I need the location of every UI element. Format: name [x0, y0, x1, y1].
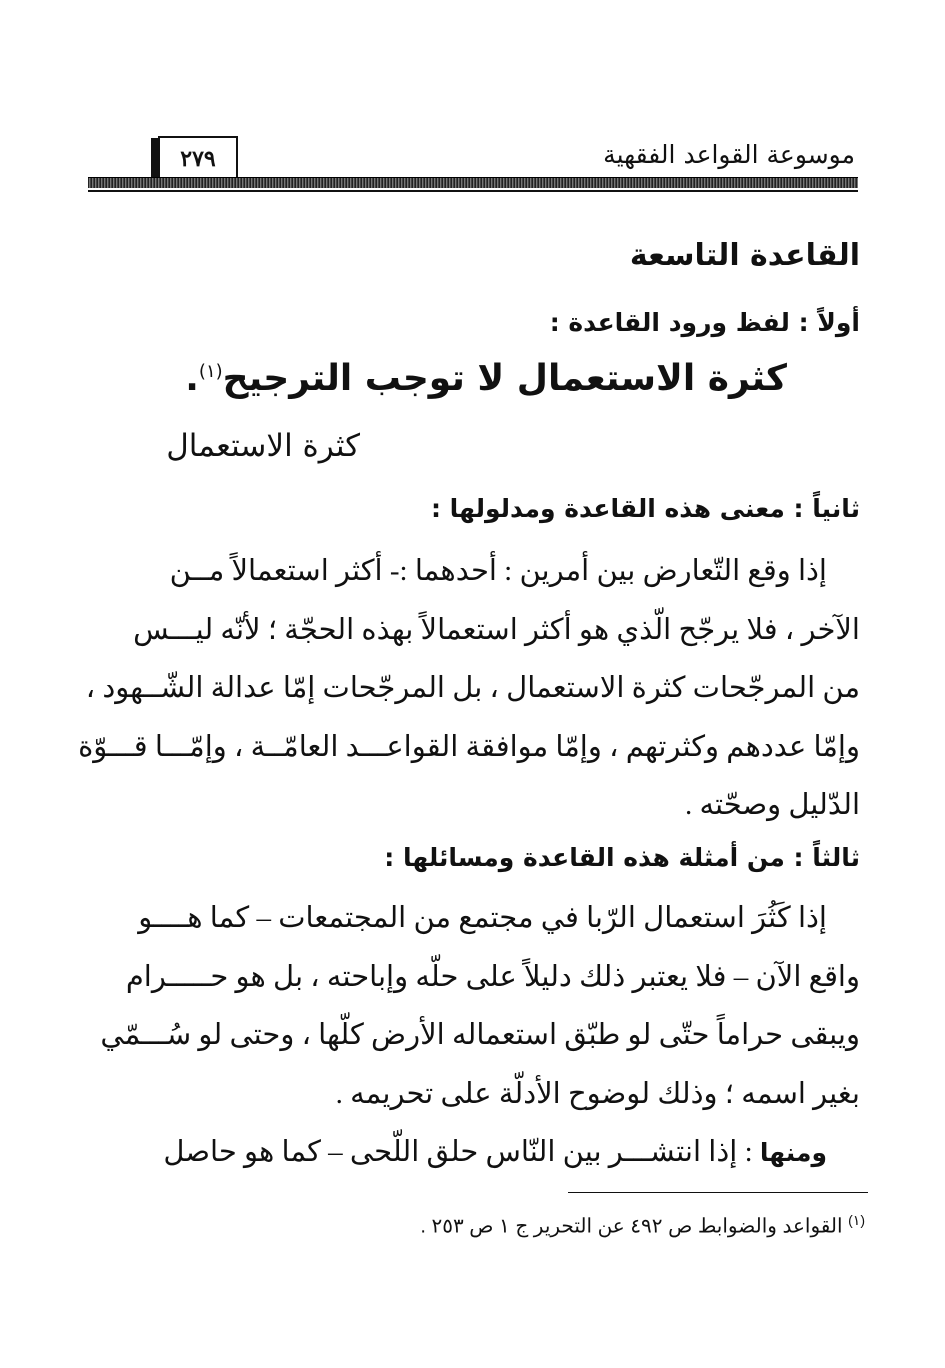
book-title: موسوعة القواعد الفقهية [603, 140, 855, 169]
body-line: وإمّا عددهم وكثرتهم ، وإمّا موافقة القواعـــد العامّــة ، وإمّـــا قـــوّة [78, 731, 860, 763]
section2-heading: ثانياً : معنى هذه القاعدة ومدلولها : [430, 494, 860, 523]
section3-heading: ثالثاً : من أمثلة هذه القاعدة ومسائلها : [384, 843, 860, 872]
footnote-text: القواعد والضوابط ص ٤٩٢ عن التحرير ج ١ ص ٢٥٣ . [420, 1215, 849, 1238]
last-line-lead: ومنها [759, 1138, 827, 1167]
body-line: إذا كَثُرَ استعمال الرّبا في مجتمع من المجتمعات – كما هــــو [138, 902, 827, 934]
body-line: من المرجّحات كثرة الاستعمال ، بل المرجّحات إمّا عدالة الشّــهود ، [85, 672, 860, 704]
header-rule [88, 177, 858, 188]
rule-statement-end: . [185, 358, 199, 399]
rule-title: القاعدة التاسعة [629, 238, 860, 273]
body-line: ويبقى حراماً حتّى لو طبّق استعماله الأرض كلّها ، وحتى لو سُـــمّي [100, 1019, 860, 1051]
footnote [420, 1212, 865, 1239]
body-line: واقع الآن – فلا يعتبر ذلك دليلاً على حلّه وإباحته ، بل هو حـــــرام [125, 961, 860, 993]
body-line: الدّليل وصحّته . [684, 789, 860, 821]
header-rule-thin [88, 190, 858, 192]
body-line: إذا وقع التّعارض بين أمرين : أحدهما :- أكثر استعمالاً مــن [169, 555, 827, 587]
rule-statement-note: (١) [198, 361, 223, 382]
footnote-marker: (١) [848, 1212, 865, 1228]
rule-statement-text: كثرة الاستعمال لا توجب الترجيح [222, 358, 787, 399]
rule-statement [185, 358, 787, 399]
footnote-rule [568, 1192, 868, 1193]
body-line: الآخر ، فلا يرجّح الّذي هو أكثر استعمالاً بهذه الحجّة ؛ لأنّه ليـــس [133, 614, 860, 646]
body-line [163, 1134, 827, 1169]
last-line-rest: : إذا انتشـــر بين النّاس حلق اللّحى – كما هو حاصل [163, 1136, 760, 1168]
section1-heading: أولاً : لفظ ورود القاعدة : [549, 308, 860, 337]
keyword: كثرة الاستعمال [166, 428, 360, 464]
body-line: بغير اسمه ؛ وذلك لوضوح الأدلّة على تحريمه . [335, 1078, 860, 1110]
page-number: ٢٧٩ [158, 136, 238, 180]
